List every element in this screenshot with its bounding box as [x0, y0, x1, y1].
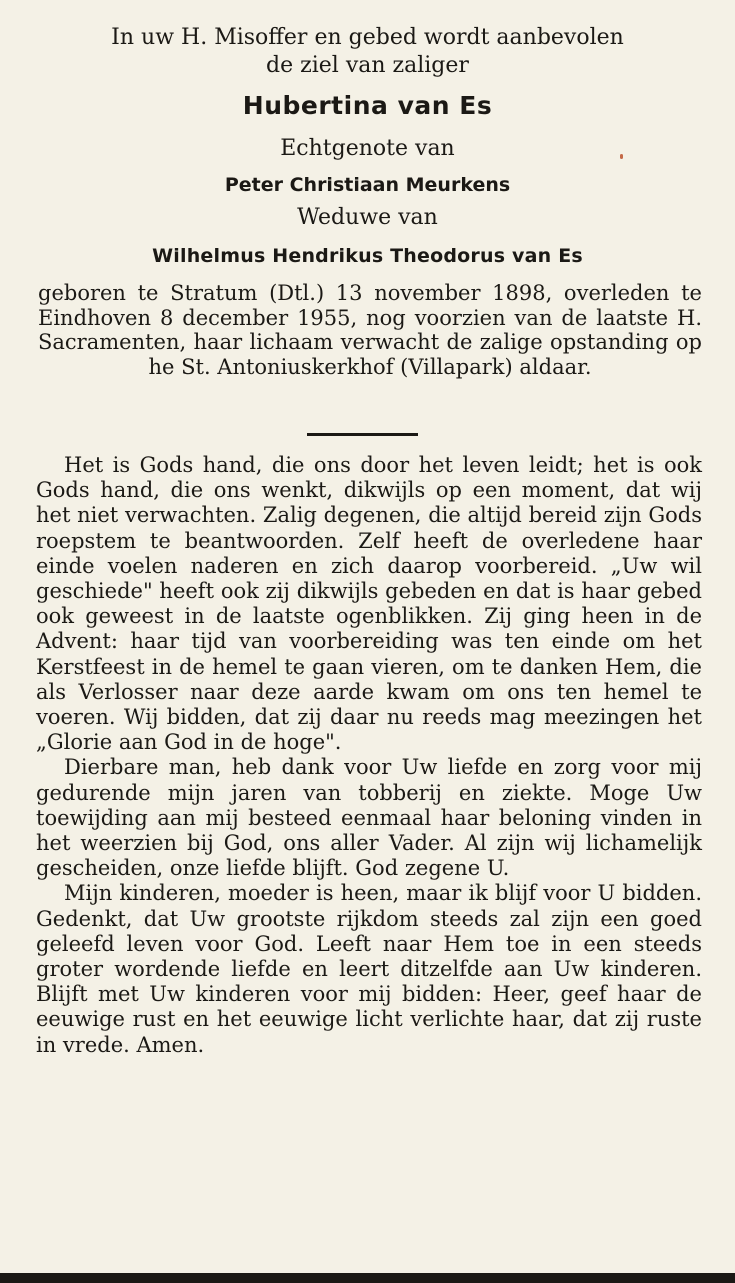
- bottom-border: [0, 1273, 735, 1283]
- prayer-paragraph: Het is Gods hand, die ons door het leven leidt; het is ook Gods hand, die ons wenkt, dikwijls op een moment, dat wij het niet verwachten. Zalig degenen, die altijd bereid zijn Gods roepstem te beantwoorden. Zelf heeft de overledene haar einde voelen naderen en zich daarop voorbereid. „Uw wil geschiede" heeft ook zij dikwijls gebeden en dat is haar gebed ook geweest in de laatste ogenblikken. Zij ging heen in de Advent: haar tijd van voorbereiding was ten einde om het Kerstfeest in de hemel te gaan vieren, om te danken Hem, die als Verlosser naar deze aarde kwam om ons ten hemel te voeren. Wij bidden, dat zij daar nu reeds mag meezingen het „Glorie aan God in de hoge".: [36, 453, 702, 755]
- late-husband-name: Wilhelmus Hendrikus Theodorus van Es: [152, 245, 583, 267]
- biography-text: geboren te Stratum (Dtl.) 13 november 1898, overleden te Eindhoven 8 december 1955, nog voorzien van de laatste H. Sacramenten, haar lichaam verwacht de zalige opstanding op he St. Antoniuskerkhof (Villapark) aldaar.: [38, 281, 702, 379]
- prayer-paragraph: Dierbare man, heb dank voor Uw liefde en zorg voor mij gedurende mijn jaren van tobberij en ziekte. Moge Uw toewijding aan mij besteed eenmaal haar beloning vinden in het weerzien bij God, ons aller Vader. Al zijn wij lichamelijk gescheiden, onze liefde blijft. God zegene U.: [36, 755, 702, 881]
- relation-spouse-label: Echtgenote van: [280, 136, 455, 161]
- header-line-1: In uw H. Misoffer en gebed wordt aanbevolen: [111, 25, 624, 50]
- deceased-name: Hubertina van Es: [242, 91, 493, 120]
- paper-speck: [620, 154, 623, 159]
- divider-rule: [307, 433, 418, 436]
- prayer-paragraph: Mijn kinderen, moeder is heen, maar ik blijf voor U bidden. Gedenkt, dat Uw grootste rijkdom steeds zal zijn een goed geleefd leven voor God. Leeft naar Hem toe in een steeds groter wordende liefde en leert ditzelfde aan Uw kinderen. Blijft met Uw kinderen voor mij bidden: Heer, geef haar de eeuwige rust en het eeuwige licht verlichte haar, dat zij ruste in vrede. Amen.: [36, 881, 702, 1057]
- spouse-name: Peter Christiaan Meurkens: [224, 174, 511, 196]
- header-line-2: de ziel van zaliger: [266, 53, 469, 78]
- prayer-text: [36, 453, 702, 1058]
- relation-widow-label: Weduwe van: [297, 205, 438, 230]
